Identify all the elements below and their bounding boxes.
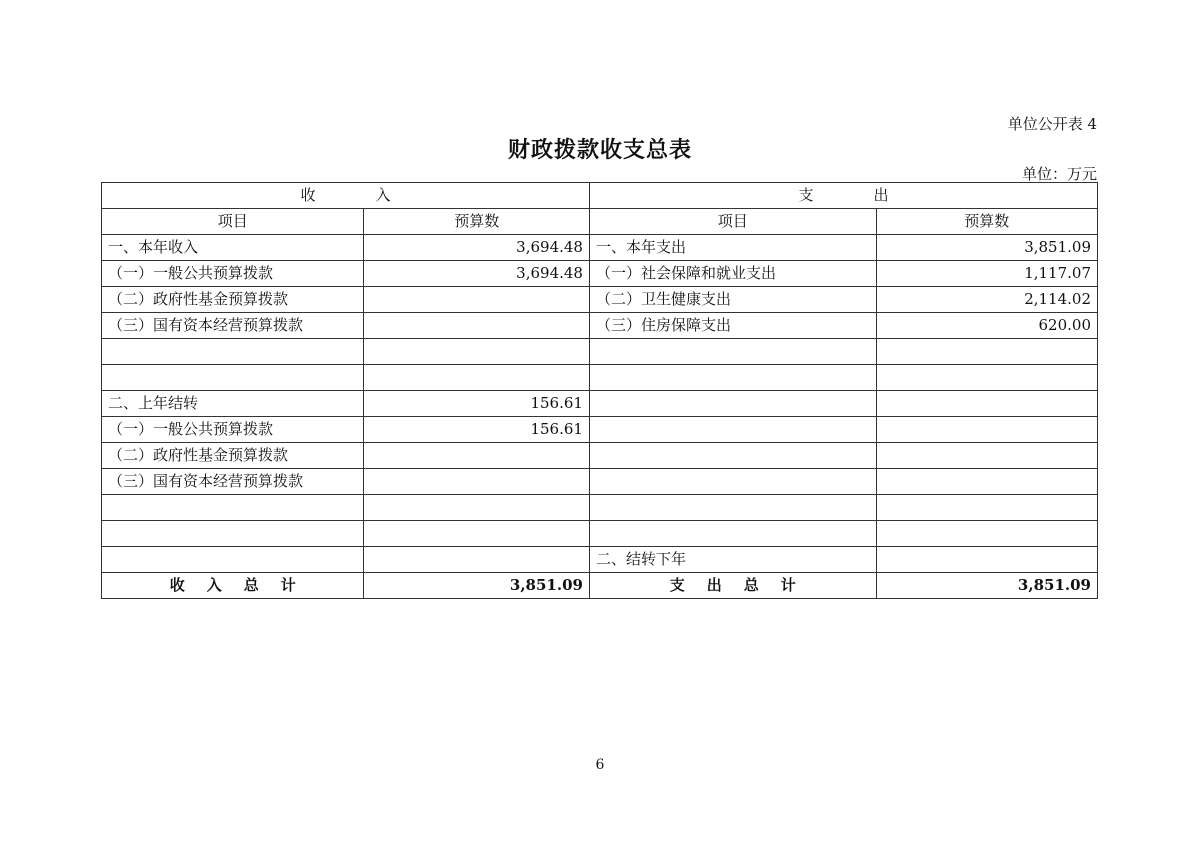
income-value-cell: 3,694.48 (364, 235, 590, 261)
expense-item-cell (589, 469, 876, 495)
expense-item-header: 项目 (589, 209, 876, 235)
income-item-header: 项目 (102, 209, 364, 235)
expense-value-cell (876, 547, 1097, 573)
column-header-row (102, 209, 1098, 235)
expense-item-cell: （二）卫生健康支出 (589, 287, 876, 313)
expense-value-cell (876, 469, 1097, 495)
unit-label: 单位：万元 (1021, 165, 1097, 183)
table-row (102, 443, 1098, 469)
expense-section-header: 支出 (589, 183, 1097, 209)
table-row (102, 417, 1098, 443)
income-item-cell: （二）政府性基金预算拨款 (102, 287, 364, 313)
income-value-cell (364, 469, 590, 495)
expense-item-cell (589, 521, 876, 547)
income-value-cell (364, 365, 590, 391)
section-header-row (102, 183, 1098, 209)
expense-value-cell (876, 365, 1097, 391)
page-title: 财政拨款收支总表 (507, 137, 692, 163)
expense-item-cell (589, 339, 876, 365)
income-value-cell (364, 521, 590, 547)
expense-item-cell (589, 365, 876, 391)
income-item-cell: （一）一般公共预算拨款 (102, 417, 364, 443)
expense-value-cell (876, 339, 1097, 365)
income-value-cell: 3,694.48 (364, 261, 590, 287)
income-value-cell (364, 495, 590, 521)
income-item-cell: （三）国有资本经营预算拨款 (102, 313, 364, 339)
income-value-cell (364, 313, 590, 339)
budget-table (101, 182, 1098, 599)
income-item-cell (102, 495, 364, 521)
income-item-cell: 一、本年收入 (102, 235, 364, 261)
income-value-cell (364, 443, 590, 469)
table-row (102, 547, 1098, 573)
income-item-cell: （三）国有资本经营预算拨款 (102, 469, 364, 495)
table-row (102, 235, 1098, 261)
expense-budget-header: 预算数 (876, 209, 1097, 235)
expense-value-cell: 3,851.09 (876, 235, 1097, 261)
expense-item-cell: （三）住房保障支出 (589, 313, 876, 339)
income-item-cell: （一）一般公共预算拨款 (102, 261, 364, 287)
table-row (102, 391, 1098, 417)
expense-total-label: 支出总计 (589, 573, 876, 599)
expense-total-value: 3,851.09 (876, 573, 1097, 599)
income-budget-header: 预算数 (364, 209, 590, 235)
income-item-cell: （二）政府性基金预算拨款 (102, 443, 364, 469)
expense-item-cell: 一、本年支出 (589, 235, 876, 261)
form-number-label: 单位公开表 4 (1007, 115, 1097, 133)
table-row (102, 365, 1098, 391)
expense-value-cell (876, 521, 1097, 547)
expense-item-cell (589, 391, 876, 417)
income-total-value: 3,851.09 (364, 573, 590, 599)
income-item-cell (102, 365, 364, 391)
table-row (102, 261, 1098, 287)
table-row (102, 313, 1098, 339)
table-row (102, 495, 1098, 521)
expense-value-cell (876, 417, 1097, 443)
income-value-cell: 156.61 (364, 391, 590, 417)
income-value-cell (364, 547, 590, 573)
table-row (102, 339, 1098, 365)
income-item-cell (102, 547, 364, 573)
page-number: 6 (595, 757, 605, 773)
income-value-cell: 156.61 (364, 417, 590, 443)
expense-item-cell (589, 443, 876, 469)
income-item-cell: 二、上年结转 (102, 391, 364, 417)
table-row (102, 469, 1098, 495)
table-row (102, 521, 1098, 547)
totals-row (102, 573, 1098, 599)
expense-item-cell: （一）社会保障和就业支出 (589, 261, 876, 287)
expense-value-cell: 2,114.02 (876, 287, 1097, 313)
expense-value-cell: 1,117.07 (876, 261, 1097, 287)
expense-item-cell (589, 417, 876, 443)
income-item-cell (102, 521, 364, 547)
expense-item-cell (589, 495, 876, 521)
expense-value-cell (876, 495, 1097, 521)
expense-value-cell (876, 443, 1097, 469)
income-item-cell (102, 339, 364, 365)
income-total-label: 收入总计 (102, 573, 364, 599)
income-section-header: 收入 (102, 183, 590, 209)
income-value-cell (364, 339, 590, 365)
expense-value-cell: 620.00 (876, 313, 1097, 339)
income-value-cell (364, 287, 590, 313)
expense-value-cell (876, 391, 1097, 417)
table-row (102, 287, 1098, 313)
expense-item-cell: 二、结转下年 (589, 547, 876, 573)
